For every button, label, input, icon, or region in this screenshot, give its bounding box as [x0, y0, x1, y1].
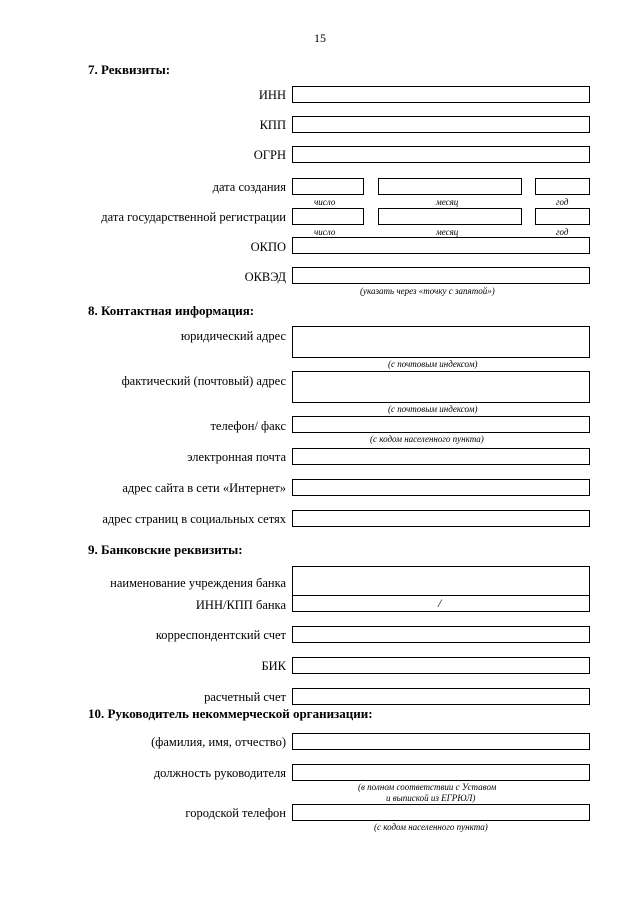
city-phone-note: (с кодом населенного пункта)	[374, 822, 488, 832]
registration-year-caption: год	[556, 227, 569, 237]
actual-address-note: (с почтовым индексом)	[388, 404, 478, 414]
position-note-line-1: (в полном соответствии с Уставом	[358, 782, 497, 792]
email-label: электронная почта	[187, 450, 286, 464]
social-label: адрес страниц в социальных сетях	[102, 512, 286, 526]
okved-note: (указать через «точку с запятой»)	[360, 286, 495, 296]
section-10-title: 10. Руководитель некоммерческой организации:	[88, 706, 373, 721]
ogrn-label: ОГРН	[253, 148, 286, 162]
phone-fax-note: (с кодом населенного пункта)	[370, 434, 484, 444]
city-phone-label: городской телефон	[185, 806, 286, 820]
page-number: 15	[314, 31, 326, 45]
phone-fax-label: телефон/ факс	[210, 419, 286, 433]
created-day-caption: число	[314, 197, 336, 207]
city-phone-field[interactable]	[292, 804, 590, 821]
registration-date-label: дата государственной регистрации	[101, 210, 286, 224]
social-field[interactable]	[292, 510, 590, 527]
created-month-field[interactable]	[378, 178, 522, 195]
created-day-field[interactable]	[292, 178, 364, 195]
position-field[interactable]	[292, 764, 590, 781]
okved-label: ОКВЭД	[244, 270, 286, 284]
actual-address-label: фактический (почтовый) адрес	[121, 374, 286, 388]
inn-label: ИНН	[258, 88, 286, 102]
actual-address-field[interactable]	[292, 371, 590, 403]
website-field[interactable]	[292, 479, 590, 496]
email-field[interactable]	[292, 448, 590, 465]
kpp-field[interactable]	[292, 116, 590, 133]
fio-field[interactable]	[292, 733, 590, 750]
section-8-title: 8. Контактная информация:	[88, 303, 255, 318]
registration-month-field[interactable]	[378, 208, 522, 225]
bik-field[interactable]	[292, 657, 590, 674]
position-label: должность руководителя	[153, 766, 286, 780]
website-label: адрес сайта в сети «Интернет»	[122, 481, 286, 495]
phone-fax-field[interactable]	[292, 416, 590, 433]
registration-month-caption: месяц	[436, 227, 459, 237]
inn-kpp-separator: /	[438, 596, 442, 610]
account-label: расчетный счет	[204, 690, 286, 704]
created-year-caption: год	[556, 197, 569, 207]
section-7-title: 7. Реквизиты:	[88, 62, 171, 77]
created-date-label: дата создания	[212, 180, 286, 194]
account-field[interactable]	[292, 688, 590, 705]
ogrn-field[interactable]	[292, 146, 590, 163]
bank-inn-kpp-label: ИНН/КПП банка	[195, 598, 286, 612]
okpo-label: ОКПО	[250, 240, 286, 254]
corr-account-field[interactable]	[292, 626, 590, 643]
bank-name-field[interactable]	[292, 566, 590, 596]
bank-name-label: наименование учреждения банка	[110, 576, 286, 590]
registration-day-field[interactable]	[292, 208, 364, 225]
fio-label: (фамилия, имя, отчество)	[151, 735, 286, 749]
registration-day-caption: число	[314, 227, 336, 237]
inn-field[interactable]	[292, 86, 590, 103]
kpp-label: КПП	[259, 118, 286, 132]
okved-field[interactable]	[292, 267, 590, 284]
legal-address-field[interactable]	[292, 326, 590, 358]
okpo-field[interactable]	[292, 237, 590, 254]
registration-year-field[interactable]	[535, 208, 590, 225]
corr-account-label: корреспондентский счет	[155, 628, 286, 642]
bik-label: БИК	[261, 659, 286, 673]
position-note-line-2: и выпиской из ЕГРЮЛ)	[386, 793, 476, 803]
created-month-caption: месяц	[436, 197, 459, 207]
created-year-field[interactable]	[535, 178, 590, 195]
legal-address-label: юридический адрес	[180, 329, 286, 343]
section-9-title: 9. Банковские реквизиты:	[88, 542, 243, 557]
legal-address-note: (с почтовым индексом)	[388, 359, 478, 369]
